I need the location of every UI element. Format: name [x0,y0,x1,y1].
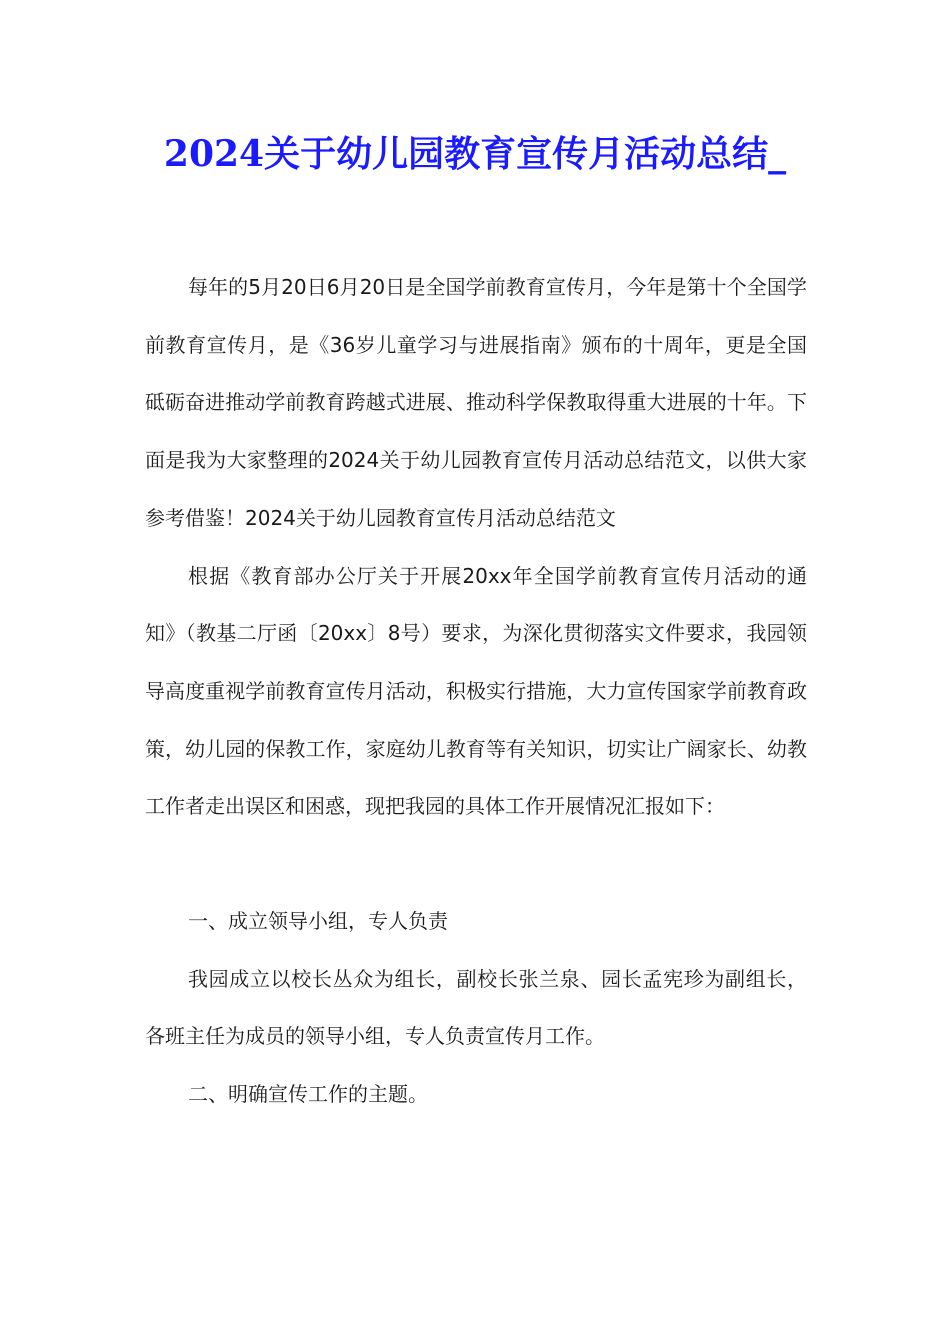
paragraph-leadership: 我园成立以校长丛众为组长，副校长张兰泉、园长孟宪珍为副组长，各班主任为成员的领导小组，专人负责宣传月工作。 [145,966,807,1049]
section-heading-2: 二、明确宣传工作的主题。 [188,1082,428,1107]
document-body [145,259,807,1124]
paragraph-intro: 每年的5月20日6月20日是全国学前教育宣传月，今年是第十个全国学前教育宣传月，是《36岁儿童学习与进展指南》颁布的十周年，更是全国砥砺奋进推动学前教育跨越式进展、推动科学保教取得重大进展的十年。下面是我为大家整理的2024关于幼儿园教育宣传月活动总结范文，以供大家参考借鉴！2024关于幼儿园教育宣传月活动总结范文 [145,275,807,530]
document-title: 2024关于幼儿园教育宣传月活动总结_ [163,133,787,175]
section-heading-1: 一、成立领导小组，专人负责 [188,909,448,934]
paragraph-basis: 根据《教育部办公厅关于开展20xx年全国学前教育宣传月活动的通知》（教基二厅函〔20xx〕8号）要求，为深化贯彻落实文件要求，我园领导高度重视学前教育宣传月活动，积极实行措施，大力宣传国家学前教育政策，幼儿园的保教工作，家庭幼儿教育等有关知识，切实让广阔家长、幼教工作者走出误区和困惑，现把我园的具体工作开展情况汇报如下： [145,563,807,819]
